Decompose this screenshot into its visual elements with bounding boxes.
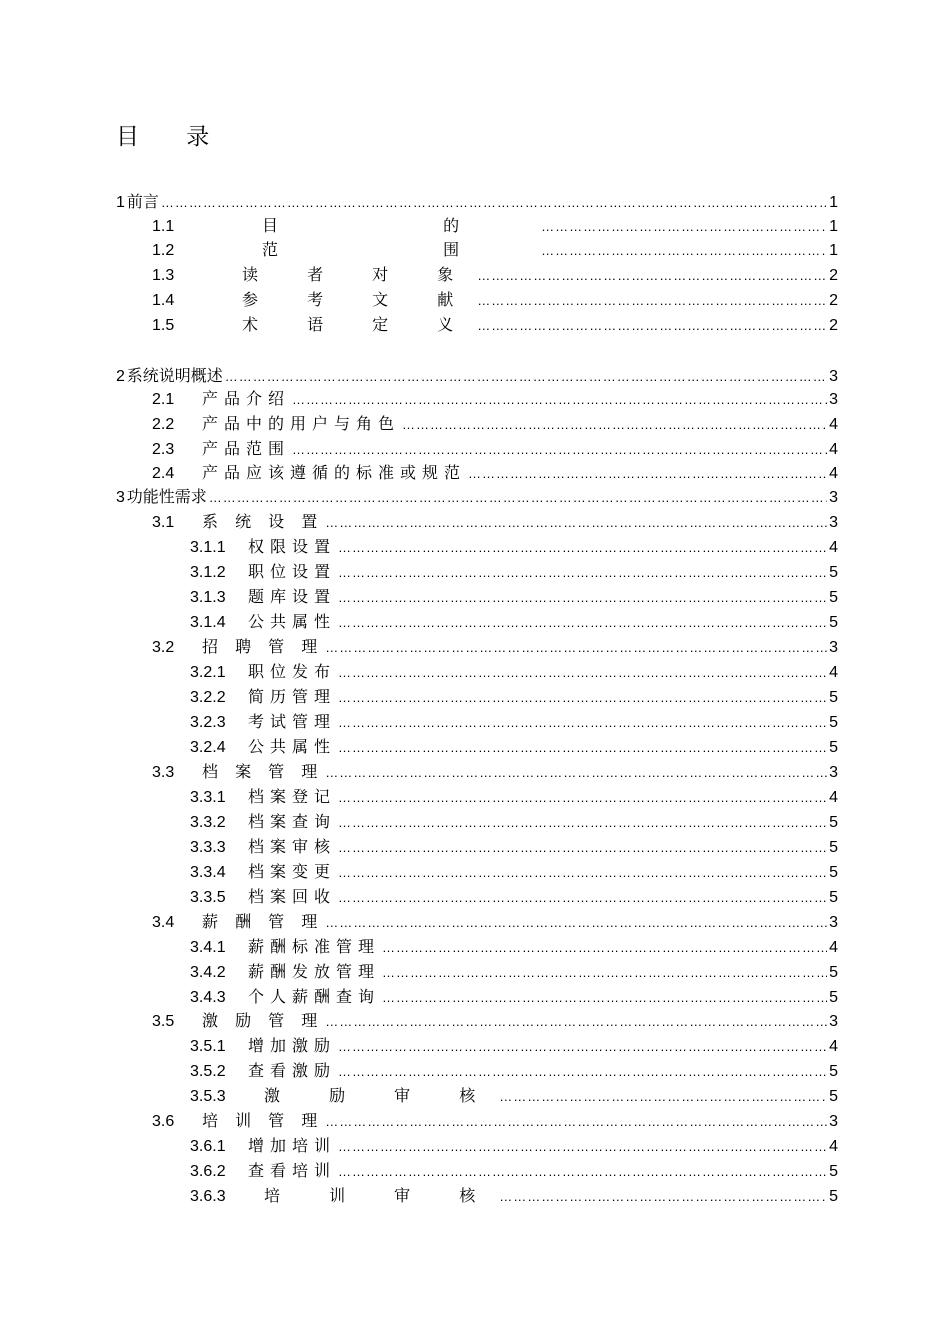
toc-entry-page: 1: [829, 242, 838, 259]
toc-entry-page: 5: [829, 1163, 838, 1180]
toc-entry-number: 3.3.2: [190, 814, 226, 831]
toc-entry-page: 3: [829, 1013, 838, 1030]
toc-entry-page: 5: [829, 714, 838, 731]
toc-entry-page: 4: [829, 939, 838, 956]
toc-entry-page: 2: [829, 317, 838, 334]
toc-leader-dots: [338, 1160, 827, 1184]
toc-entry-label: 招 聘 管 理: [202, 637, 324, 656]
toc-entry-number: 3.3: [152, 764, 175, 781]
toc-entry[interactable]: [152, 387, 838, 411]
toc-entry[interactable]: [190, 935, 838, 959]
toc-entry[interactable]: [152, 214, 838, 238]
toc-entry[interactable]: [190, 985, 838, 1009]
toc-entry-label: 档案审核: [248, 837, 337, 856]
toc-leader-dots: [402, 413, 827, 437]
toc-entry-page: 3: [829, 1113, 838, 1130]
toc-entry-label: 功能性需求: [126, 487, 207, 506]
toc-entry[interactable]: [190, 1059, 838, 1083]
toc-leader-dots: [225, 365, 827, 389]
toc-leader-dots: [338, 836, 827, 860]
toc-entry[interactable]: [190, 1034, 838, 1058]
toc-entry-page: 5: [829, 864, 838, 881]
toc-leader-dots: [338, 736, 827, 760]
toc-entry-label: 题库设置: [248, 587, 337, 606]
toc-entry-number: 3: [116, 489, 125, 506]
toc-entry[interactable]: [190, 660, 838, 684]
toc-entry-page: 5: [829, 889, 838, 906]
toc-entry-label: 职位发布: [248, 662, 337, 681]
toc-entry-page: 5: [829, 589, 838, 606]
toc-entry-label: 档案变更: [248, 862, 337, 881]
toc-entry[interactable]: [190, 1184, 838, 1208]
toc-entry-label: 读 者 对 象: [242, 265, 476, 284]
toc-leader-dots: [338, 536, 827, 560]
toc-entry[interactable]: [116, 485, 838, 509]
toc-entry-number: 3.4: [152, 914, 175, 931]
toc-entry-page: 1: [829, 194, 838, 211]
toc-entry-number: 3.2.1: [190, 664, 226, 681]
toc-entry-page: 5: [829, 964, 838, 981]
toc-entry-number: 3.2: [152, 639, 175, 656]
toc-leader-dots: [338, 711, 827, 735]
toc-entry[interactable]: [190, 785, 838, 809]
toc-entry-number: 2: [116, 368, 125, 385]
toc-entry[interactable]: [152, 238, 838, 262]
toc-entry-label: 目 的: [262, 216, 540, 235]
toc-entry[interactable]: [152, 760, 838, 784]
toc-leader-dots: [499, 1085, 827, 1109]
toc-entry-number: 2.3: [152, 441, 175, 458]
toc-leader-dots: [338, 611, 827, 635]
toc-entry-number: 1.1: [152, 218, 175, 235]
toc-leader-dots: [338, 861, 827, 885]
toc-leader-dots: [292, 438, 827, 462]
toc-entry[interactable]: [152, 461, 838, 485]
toc-entry[interactable]: [190, 535, 838, 559]
toc-entry-number: 3.2.3: [190, 714, 226, 731]
toc-entry-page: 3: [829, 914, 838, 931]
toc-entry-label: 简历管理: [248, 687, 337, 706]
toc-entry-label: 查看激励: [248, 1061, 337, 1080]
toc-entry-page: 5: [829, 614, 838, 631]
toc-entry-page: 4: [829, 664, 838, 681]
toc-entry-page: 4: [829, 465, 838, 482]
toc-leader-dots: [338, 1060, 827, 1084]
toc-entry-page: 4: [829, 1038, 838, 1055]
toc-entry-number: 3.2.4: [190, 739, 226, 756]
toc-entry-label: 系 统 设 置: [202, 512, 324, 531]
toc-leader-dots: [499, 1185, 827, 1209]
toc-entry-label: 职位设置: [248, 562, 337, 581]
toc-entry[interactable]: [190, 810, 838, 834]
toc-leader-dots: [382, 961, 827, 985]
toc-entry-label: 产品介绍: [202, 389, 291, 408]
toc-entry-label: 公共属性: [248, 612, 337, 631]
toc-entry-label: 产品应该遵循的标准或规范: [202, 463, 467, 482]
toc-leader-dots: [338, 811, 827, 835]
toc-entry-page: 5: [829, 689, 838, 706]
toc-entry[interactable]: [152, 1009, 838, 1033]
toc-entry-label: 参 考 文 献: [242, 290, 476, 309]
toc-entry-number: 1: [116, 194, 125, 211]
toc-entry-number: 2.1: [152, 391, 175, 408]
toc-entry-page: 5: [829, 739, 838, 756]
toc-leader-dots: [325, 1110, 827, 1134]
toc-entry[interactable]: [152, 1109, 838, 1133]
toc-entry-page: 5: [829, 1088, 838, 1105]
toc-entry-label: 激 励 审 核: [264, 1086, 498, 1105]
toc-entry[interactable]: [116, 190, 838, 214]
toc-leader-dots: [541, 215, 827, 239]
toc-entry-label: 查看培训: [248, 1161, 337, 1180]
toc-entry-page: 5: [829, 814, 838, 831]
toc-entry-page: 4: [829, 789, 838, 806]
toc-entry-number: 3.4.3: [190, 989, 226, 1006]
toc-entry[interactable]: [190, 860, 838, 884]
toc-entry-number: 3.6: [152, 1113, 175, 1130]
toc-entry-page: 3: [829, 514, 838, 531]
toc-entry[interactable]: [152, 635, 838, 659]
toc-entry-number: 3.2.2: [190, 689, 226, 706]
toc-entry-number: 3.1: [152, 514, 175, 531]
toc-entry-label: 档 案 管 理: [202, 762, 324, 781]
toc-entry-page: 2: [829, 267, 838, 284]
toc-entry-label: 个人薪酬查询: [248, 987, 381, 1006]
toc-entry[interactable]: [152, 313, 838, 337]
toc-entry-label: 激 励 管 理: [202, 1011, 324, 1030]
toc-entry-page: 1: [829, 218, 838, 235]
toc-entry-page: 3: [829, 764, 838, 781]
toc-entry-page: 3: [829, 368, 838, 385]
toc-title: 目 录: [116, 124, 230, 150]
toc-leader-dots: [209, 486, 827, 510]
toc-entry[interactable]: [190, 585, 838, 609]
toc-leader-dots: [325, 911, 827, 935]
toc-leader-dots: [338, 1035, 827, 1059]
toc-leader-dots: [338, 886, 827, 910]
toc-leader-dots: [325, 511, 827, 535]
toc-entry-number: 3.6.3: [190, 1188, 226, 1205]
toc-entry-page: 3: [829, 639, 838, 656]
toc-leader-dots: [477, 289, 827, 313]
toc-entry-number: 3.5: [152, 1013, 175, 1030]
toc-leader-dots: [382, 936, 827, 960]
toc-leader-dots: [292, 388, 827, 412]
toc-entry-label: 薪酬发放管理: [248, 962, 381, 981]
toc-entry[interactable]: [190, 960, 838, 984]
toc-leader-dots: [338, 586, 827, 610]
toc-entry-label: 前言: [126, 192, 159, 211]
toc-entry-number: 3.4.1: [190, 939, 226, 956]
toc-entry-page: 5: [829, 839, 838, 856]
toc-leader-dots: [325, 761, 827, 785]
toc-entry-number: 1.4: [152, 292, 175, 309]
toc-entry-page: 5: [829, 989, 838, 1006]
toc-entry-number: 2.4: [152, 465, 175, 482]
toc-entry-label: 术 语 定 义: [242, 315, 476, 334]
toc-entry[interactable]: [190, 710, 838, 734]
toc-entry-page: 5: [829, 1188, 838, 1205]
toc-entry[interactable]: [190, 1159, 838, 1183]
toc-leader-dots: [468, 462, 827, 486]
toc-entry-number: 3.1.4: [190, 614, 226, 631]
toc-entry[interactable]: [152, 412, 838, 436]
toc-entry-label: 公共属性: [248, 737, 337, 756]
toc-entry-number: 1.2: [152, 242, 175, 259]
toc-entry-number: 2.2: [152, 416, 175, 433]
toc-entry-page: 4: [829, 539, 838, 556]
toc-entry-number: 1.3: [152, 267, 175, 284]
toc-leader-dots: [477, 264, 827, 288]
toc-entry-number: 3.1.2: [190, 564, 226, 581]
toc-entry-label: 产品范围: [202, 439, 291, 458]
toc-entry-page: 2: [829, 292, 838, 309]
toc-entry-label: 培 训 审 核: [264, 1186, 498, 1205]
toc-entry[interactable]: [190, 835, 838, 859]
toc-leader-dots: [325, 636, 827, 660]
toc-entry[interactable]: [152, 910, 838, 934]
toc-entry[interactable]: [116, 364, 838, 388]
toc-entry-page: 4: [829, 441, 838, 458]
toc-entry-number: 3.3.1: [190, 789, 226, 806]
toc-leader-dots: [338, 686, 827, 710]
toc-entry-label: 增加激励: [248, 1036, 337, 1055]
toc-leader-dots: [161, 191, 827, 215]
toc-entry-label: 档案登记: [248, 787, 337, 806]
toc-entry[interactable]: [152, 437, 838, 461]
toc-entry-label: 系统说明概述: [126, 366, 223, 385]
toc-entry-number: 3.4.2: [190, 964, 226, 981]
toc-leader-dots: [338, 561, 827, 585]
toc-entry-page: 5: [829, 1063, 838, 1080]
toc-entry[interactable]: [190, 735, 838, 759]
toc-leader-dots: [338, 661, 827, 685]
toc-entry-label: 产品中的用户与角色: [202, 414, 401, 433]
toc-leader-dots: [325, 1010, 827, 1034]
toc-entry-label: 薪酬标准管理: [248, 937, 381, 956]
toc-entry-label: 档案回收: [248, 887, 337, 906]
toc-entry-label: 增加培训: [248, 1136, 337, 1155]
toc-entry[interactable]: [190, 685, 838, 709]
toc-leader-dots: [477, 314, 827, 338]
toc-leader-dots: [541, 239, 827, 263]
toc-entry-page: 4: [829, 416, 838, 433]
toc-entry-number: 3.1.1: [190, 539, 226, 556]
toc-entry-page: 3: [829, 391, 838, 408]
toc-entry-number: 3.5.3: [190, 1088, 226, 1105]
toc-entry-number: 3.3.5: [190, 889, 226, 906]
toc-entry[interactable]: [190, 610, 838, 634]
toc-entry[interactable]: [190, 1134, 838, 1158]
toc-entry-label: 考试管理: [248, 712, 337, 731]
toc-entry[interactable]: [152, 510, 838, 534]
toc-entry-label: 权限设置: [248, 537, 337, 556]
toc-entry-number: 3.5.1: [190, 1038, 226, 1055]
toc-entry-page: 5: [829, 564, 838, 581]
toc-entry-label: 薪 酬 管 理: [202, 912, 324, 931]
toc-entry-page: 3: [829, 489, 838, 506]
toc-leader-dots: [382, 986, 827, 1010]
toc-entry-label: 范 围: [262, 240, 540, 259]
toc-entry[interactable]: [190, 1084, 838, 1108]
toc-entry-label: 培 训 管 理: [202, 1111, 324, 1130]
toc-entry-page: 4: [829, 1138, 838, 1155]
toc-entry[interactable]: [190, 885, 838, 909]
toc-entry-number: 3.5.2: [190, 1063, 226, 1080]
toc-leader-dots: [338, 1135, 827, 1159]
toc-entry-number: 3.6.1: [190, 1138, 226, 1155]
toc-leader-dots: [338, 786, 827, 810]
toc-entry-number: 3.3.3: [190, 839, 226, 856]
toc-entry-number: 3.3.4: [190, 864, 226, 881]
toc-entry-number: 3.6.2: [190, 1163, 226, 1180]
toc-entry[interactable]: [152, 288, 838, 312]
toc-entry[interactable]: [152, 263, 838, 287]
toc-entry-number: 3.1.3: [190, 589, 226, 606]
toc-entry-number: 1.5: [152, 317, 175, 334]
toc-entry[interactable]: [190, 560, 838, 584]
toc-entry-label: 档案查询: [248, 812, 337, 831]
